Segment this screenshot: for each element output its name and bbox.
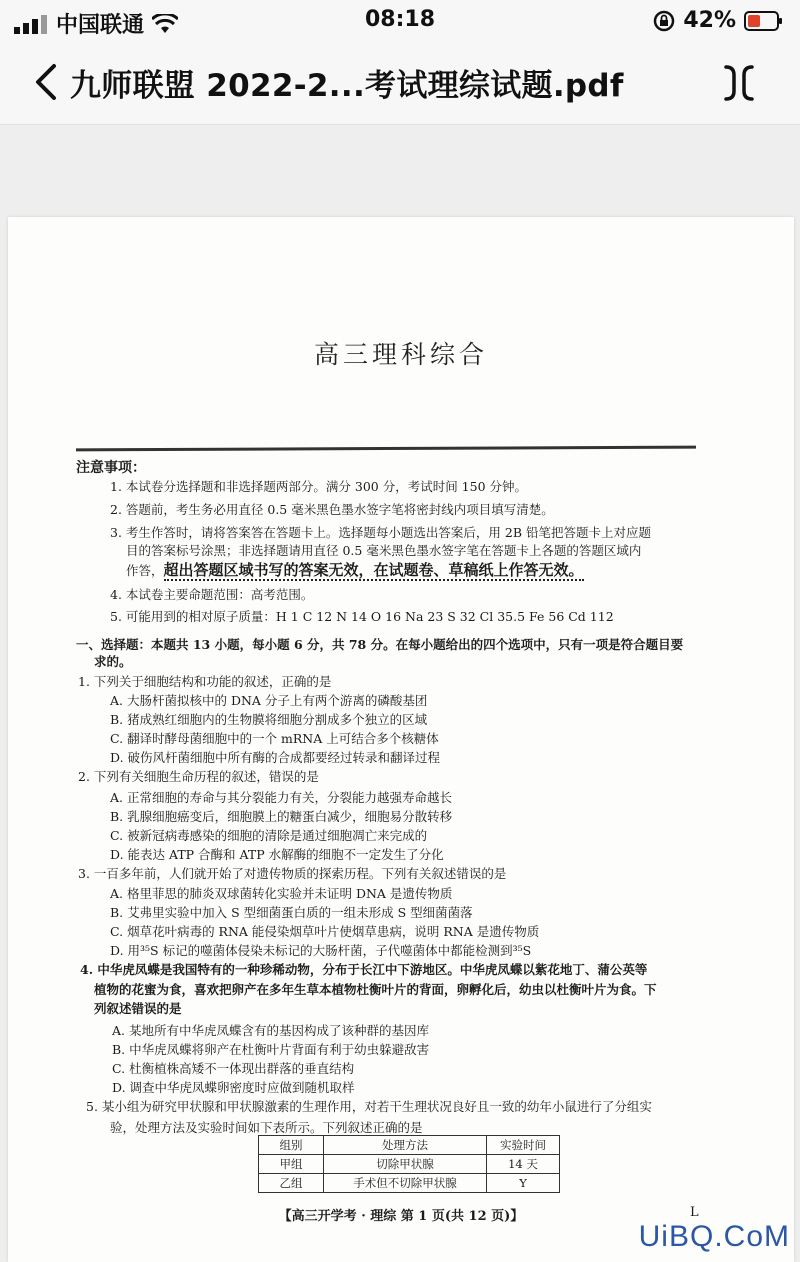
question-option: A. 正常细胞的寿命与其分裂能力有关，分裂能力越强寿命越长 bbox=[110, 790, 452, 805]
page-footer: 【高三开学考 · 理综 第 1 页(共 12 页)】 bbox=[278, 1209, 524, 1224]
footer-mark: L bbox=[690, 1205, 699, 1220]
battery-percent: 42% bbox=[683, 8, 736, 33]
signal-icon bbox=[14, 14, 48, 34]
notice-heading: 注意事项： bbox=[76, 460, 146, 476]
fit-width-icon[interactable] bbox=[722, 64, 756, 102]
question-stem: 5. 某小组为研究甲状腺和甲状腺激素的生理作用，对若干生理状况良好且一致的幼年小鼠进行了分组实 bbox=[86, 1099, 652, 1114]
question-option: B. 中华虎凤蝶将卵产在杜衡叶片背面有利于幼虫躲避敌害 bbox=[112, 1042, 430, 1057]
notice-item: 1. 本试卷分选择题和非选择题两部分。满分 300 分，考试时间 150 分钟。 bbox=[110, 479, 528, 494]
notice-item: 2. 答题前，考生务必用直径 0.5 毫米黑色墨水签字笔将密封线内项目填写清楚。 bbox=[110, 502, 554, 517]
table-cell: 乙组 bbox=[259, 1174, 324, 1193]
notice-item: 5. 可能用到的相对原子质量：H 1 C 12 N 14 O 16 Na 23 S 32 Cl 35.5 Fe 56 Cd 112 bbox=[110, 609, 614, 624]
table-header-row bbox=[259, 1136, 560, 1155]
question-option: D. 能表达 ATP 合酶和 ATP 水解酶的细胞不一定发生了分化 bbox=[110, 847, 444, 862]
question-option: C. 烟草花叶病毒的 RNA 能侵染烟草叶片使烟草患病，说明 RNA 是遗传物质 bbox=[110, 924, 540, 939]
watermark: UiBQ.CoM bbox=[638, 1220, 790, 1253]
pdf-page bbox=[8, 217, 794, 1262]
status-bar bbox=[0, 0, 800, 40]
carrier-label: 中国联通 bbox=[56, 13, 145, 38]
question-option: B. 艾弗里实验中加入 S 型细菌蛋白质的一组未形成 S 型细菌菌落 bbox=[110, 905, 473, 920]
question-stem-cont: 植物的花蜜为食，喜欢把卵产在多年生草本植物杜衡叶片的背面，卵孵化后，幼虫以杜衡叶片为食。下 bbox=[94, 982, 657, 997]
wifi-icon bbox=[152, 14, 178, 34]
table-cell: 切除甲状腺 bbox=[324, 1155, 487, 1174]
question-option: D. 调查中华虎凤蝶卵密度时应做到随机取样 bbox=[112, 1080, 355, 1095]
section-heading: 一、选择题：本题共 13 小题，每小题 6 分，共 78 分。在每小题给出的四个选项中，只有一项是符合题目要 bbox=[76, 637, 684, 652]
notice-item: 3. 考生作答时，请将答案答在答题卡上。选择题每小题选出答案后，用 2B 铅笔把答题卡上对应题 bbox=[110, 525, 651, 540]
question-stem: 4. 中华虎凤蝶是我国特有的一种珍稀动物，分布于长江中下游地区。中华虎凤蝶以紫花地丁、蒲公英等 bbox=[80, 962, 648, 977]
question-option: D. 破伤风杆菌细胞中所有酶的合成都要经过转录和翻译过程 bbox=[110, 750, 441, 765]
question-option: B. 猪成熟红细胞内的生物膜将细胞分割成多个独立的区域 bbox=[110, 712, 428, 727]
question-option: A. 某地所有中华虎凤蝶含有的基因构成了该种群的基因库 bbox=[112, 1023, 429, 1038]
orientation-lock-icon bbox=[653, 10, 675, 32]
table-header: 处理方法 bbox=[324, 1136, 487, 1155]
status-left bbox=[14, 8, 178, 39]
status-right bbox=[653, 8, 784, 33]
question-option: C. 翻译时酵母菌细胞中的一个 mRNA 上可结合多个核糖体 bbox=[110, 731, 439, 746]
notice-item: 4. 本试卷主要命题范围：高考范围。 bbox=[110, 587, 314, 602]
question-stem-cont: 列叙述错误的是 bbox=[94, 1001, 182, 1016]
question-option: B. 乳腺细胞癌变后，细胞膜上的糖蛋白减少，细胞易分散转移 bbox=[110, 809, 453, 824]
experiment-table bbox=[258, 1135, 560, 1193]
question-stem: 3. 一百多年前，人们就开始了对遗传物质的探索历程。下列有关叙述错误的是 bbox=[78, 866, 507, 881]
notice-item: 目的答案标号涂黑；非选择题请用直径 0.5 毫米黑色墨水签字笔在答题卡上各题的答题区域内 bbox=[126, 543, 642, 558]
clock: 08:18 bbox=[364, 7, 436, 32]
question-option: A. 格里菲思的肺炎双球菌转化实验并未证明 DNA 是遗传物质 bbox=[110, 886, 453, 901]
table-cell: 手术但不切除甲状腺 bbox=[324, 1174, 487, 1193]
nav-bar bbox=[0, 40, 800, 125]
exam-title: 高三理科综合 bbox=[313, 340, 488, 369]
pdf-viewer[interactable] bbox=[0, 125, 800, 1262]
table-cell: 甲组 bbox=[259, 1155, 324, 1174]
question-stem: 1. 下列关于细胞结构和功能的叙述，正确的是 bbox=[78, 674, 332, 689]
question-option: D. 用³⁵S 标记的噬菌体侵染未标记的大肠杆菌，子代噬菌体中都能检测到³⁵S bbox=[110, 943, 532, 958]
table-row bbox=[259, 1174, 560, 1193]
question-option: C. 被新冠病毒感染的细胞的清除是通过细胞凋亡来完成的 bbox=[110, 828, 428, 843]
notice-item-prefix: 作答， bbox=[126, 563, 164, 578]
table-cell: Y bbox=[487, 1174, 560, 1193]
battery-icon bbox=[744, 10, 784, 32]
document-title: 九师联盟 2022-2...考试理综试题.pdf bbox=[70, 68, 624, 104]
table-cell: 14 天 bbox=[487, 1155, 560, 1174]
back-chevron-icon[interactable] bbox=[28, 62, 62, 102]
table-row bbox=[259, 1155, 560, 1174]
section-heading-cont: 求的。 bbox=[94, 654, 132, 669]
question-stem-cont: 验，处理方法及实验时间如下表所示。下列叙述正确的是 bbox=[110, 1120, 423, 1135]
notice-item-emphasis: 超出答题区域书写的答案无效，在试题卷、草稿纸上作答无效。 bbox=[163, 561, 584, 579]
table-header: 组别 bbox=[259, 1136, 324, 1155]
header-rule bbox=[76, 446, 696, 452]
notice-item bbox=[126, 562, 584, 579]
question-stem: 2. 下列有关细胞生命历程的叙述，错误的是 bbox=[78, 769, 319, 784]
question-option: C. 杜衡植株高矮不一体现出群落的垂直结构 bbox=[112, 1061, 355, 1076]
question-option: A. 大肠杆菌拟核中的 DNA 分子上有两个游离的磷酸基团 bbox=[110, 693, 428, 708]
table-header: 实验时间 bbox=[487, 1136, 560, 1155]
